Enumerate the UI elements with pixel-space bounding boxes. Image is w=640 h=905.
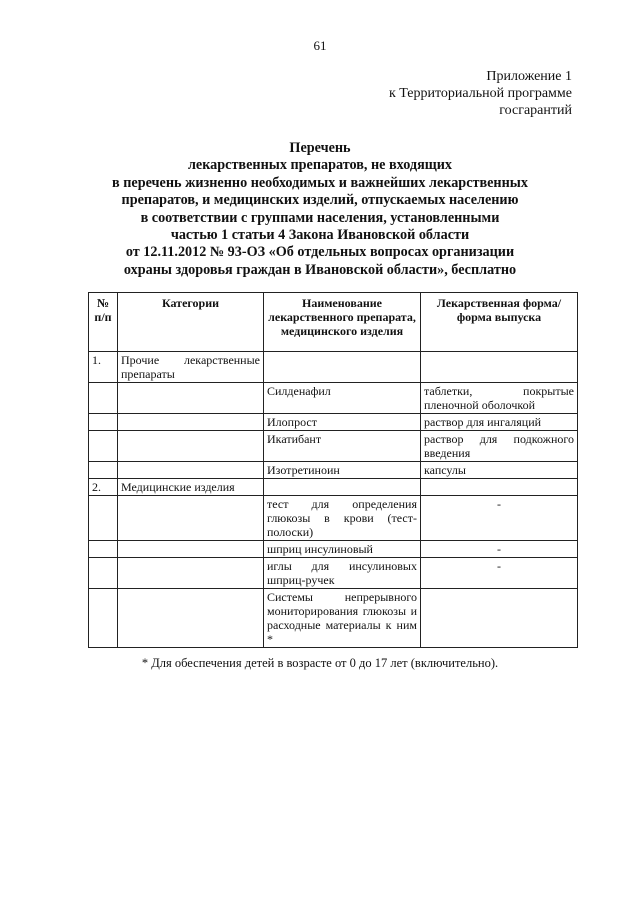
document-title [80, 140, 560, 279]
table-row [89, 352, 578, 383]
cell-name: Силденафил [264, 383, 421, 414]
cell-category [118, 383, 264, 414]
cell-form: капсулы [421, 462, 578, 479]
header-form: Лекарственная форма/форма выпуска [421, 293, 578, 352]
appendix-line-1: Приложение 1 [486, 69, 572, 84]
cell-num [89, 558, 118, 589]
cell-name [264, 352, 421, 383]
cell-category [118, 462, 264, 479]
cell-form: таблетки, покрытые пленочной оболочкой [421, 383, 578, 414]
cell-num [89, 431, 118, 462]
cell-category [118, 414, 264, 431]
title-line: в перечень жизненно необходимых и важнейших лекарственных [112, 174, 528, 191]
table-row [89, 431, 578, 462]
cell-form [421, 589, 578, 648]
title-line: Перечень [289, 140, 351, 156]
cell-num: 1. [89, 352, 118, 383]
table-row [89, 496, 578, 541]
cell-category [118, 541, 264, 558]
cell-num [89, 589, 118, 648]
cell-name: иглы для инсулиновых шприц-ручек [264, 558, 421, 589]
cell-name: Илопрост [264, 414, 421, 431]
cell-form [421, 479, 578, 496]
cell-name: Системы непрерывного мониторирования глюкозы и расходные материалы к ним * [264, 589, 421, 648]
title-line: препаратов, и медицинских изделий, отпускаемых населению [121, 192, 519, 209]
title-line: лекарственных препаратов, не входящих [187, 157, 453, 174]
title-line: частью 1 статьи 4 Закона Ивановской области [170, 227, 470, 244]
table-row [89, 558, 578, 589]
table-row [89, 541, 578, 558]
header-num: № п/п [89, 293, 118, 352]
cell-category [118, 431, 264, 462]
header-category: Категории [118, 293, 264, 352]
table-header-row [89, 293, 578, 352]
cell-form: - [421, 558, 578, 589]
cell-name: шприц инсулиновый [264, 541, 421, 558]
table-row [89, 479, 578, 496]
cell-form: раствор для подкожного введения [421, 431, 578, 462]
appendix-line-3: госгарантий [499, 103, 572, 118]
cell-category [118, 589, 264, 648]
table-row [89, 383, 578, 414]
footnote: * Для обеспечения детей в возрасте от 0 до 17 лет (включительно). [141, 656, 499, 670]
cell-name: Икатибант [264, 431, 421, 462]
title-line: охраны здоровья граждан в Ивановской области», бесплатно [123, 261, 517, 278]
table-row [89, 589, 578, 648]
cell-form: раствор для ингаляций [421, 414, 578, 431]
header-name: Наименование лекарственного препарата, медицинского изделия [264, 293, 421, 352]
cell-num: 2. [89, 479, 118, 496]
appendix-line-2: к Территориальной программе [388, 86, 572, 101]
cell-num [89, 414, 118, 431]
cell-num [89, 496, 118, 541]
cell-form [421, 352, 578, 383]
cell-category: Прочие лекарственные препараты [118, 352, 264, 383]
title-line: от 12.11.2012 № 93-ОЗ «Об отдельных вопросах организации [125, 244, 515, 261]
appendix-note [389, 68, 572, 119]
drug-list-table [88, 292, 578, 648]
page-number: 61 [313, 38, 327, 53]
cell-form: - [421, 496, 578, 541]
cell-category: Медицинские изделия [118, 479, 264, 496]
table-row [89, 414, 578, 431]
cell-name [264, 479, 421, 496]
cell-form: - [421, 541, 578, 558]
cell-num [89, 541, 118, 558]
cell-category [118, 496, 264, 541]
cell-category [118, 558, 264, 589]
cell-name: Изотретиноин [264, 462, 421, 479]
cell-num [89, 462, 118, 479]
cell-num [89, 383, 118, 414]
title-line: в соответствии с группами населения, установленными [140, 209, 500, 226]
cell-name: тест для определения глюкозы в крови (тест-полоски) [264, 496, 421, 541]
table-row [89, 462, 578, 479]
